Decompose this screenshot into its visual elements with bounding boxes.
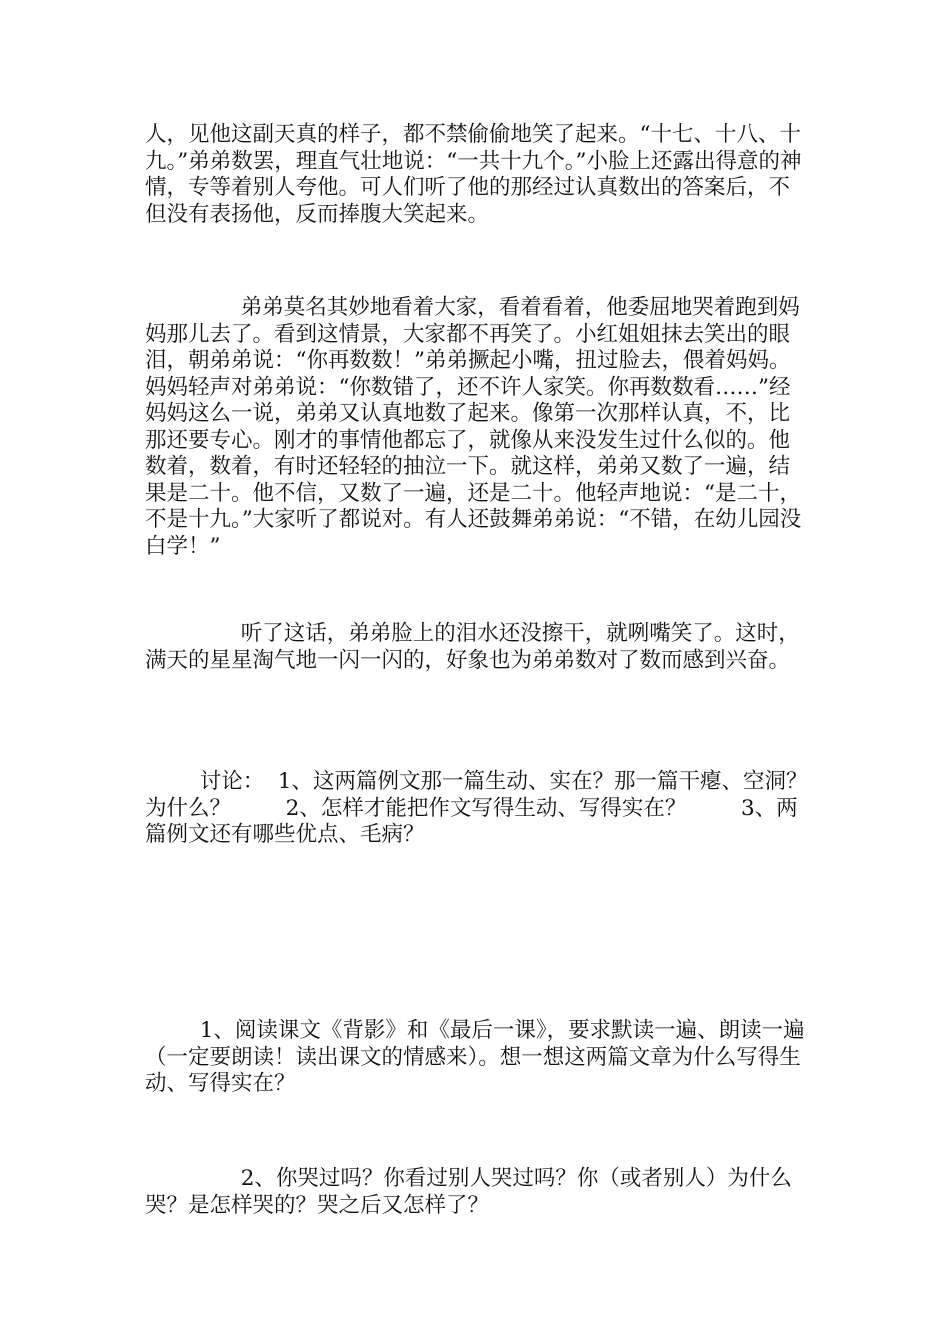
- discussion-paragraph: 讨论： 1、这两篇例文那一篇生动、实在？那一篇干瘪、空洞？为什么？ 2、怎样才能把作文写得生动、写得实在？ 3、两篇例文还有哪些优点、毛病？: [145, 769, 808, 847]
- assignment-1-paragraph: 1、阅读课文《背影》和《最后一课》，要求默读一遍、朗读一遍（一定要朗读！读出课文的情感来）。想一想这两篇文章为什么写得生动、写得实在？: [145, 1018, 805, 1096]
- story-paragraph-3: 听了这话，弟弟脸上的泪水还没擦干，就咧嘴笑了。这时，满天的星星淘气地一闪一闪的，好象也为弟弟数对了数而感到兴奋。: [145, 621, 800, 673]
- story-paragraph-2: 弟弟莫名其妙地看着大家，看着看着，他委屈地哭着跑到妈妈那儿去了。看到这情景，大家都不再笑了。小红姐姐抹去笑出的眼泪，朝弟弟说：“你再数数！”弟弟撅起小嘴，扭过脸去，偎着妈妈。妈妈轻声对弟弟说：“你数错了，还不许人家笑。你再数数看……”经妈妈这么一说，弟弟又认真地数了起来。像第一次那样认真，不，比那还要专心。刚才的事情他都忘了，就像从来没发生过什么似的。他数着，数着，有时还轻轻的抽泣一下。就这样，弟弟又数了一遍，结果是二十。他不信，又数了一遍，还是二十。他轻声地说：“是二十，不是十九。”大家听了都说对。有人还鼓舞弟弟说：“不错，在幼儿园没白学！”: [145, 295, 802, 559]
- story-paragraph-1: 人，见他这副天真的样子，都不禁偷偷地笑了起来。“十七、十八、十九。”弟弟数罢，理直气壮地说：“一共十九个。”小脸上还露出得意的神情，专等着别人夸他。可人们听了他的那经过认真数出的答案后，不但没有表扬他，反而捧腹大笑起来。: [145, 122, 802, 227]
- assignment-2-paragraph: 2、你哭过吗？你看过别人哭过吗？你（或者别人）为什么哭？是怎样哭的？哭之后又怎样了？: [145, 1166, 792, 1218]
